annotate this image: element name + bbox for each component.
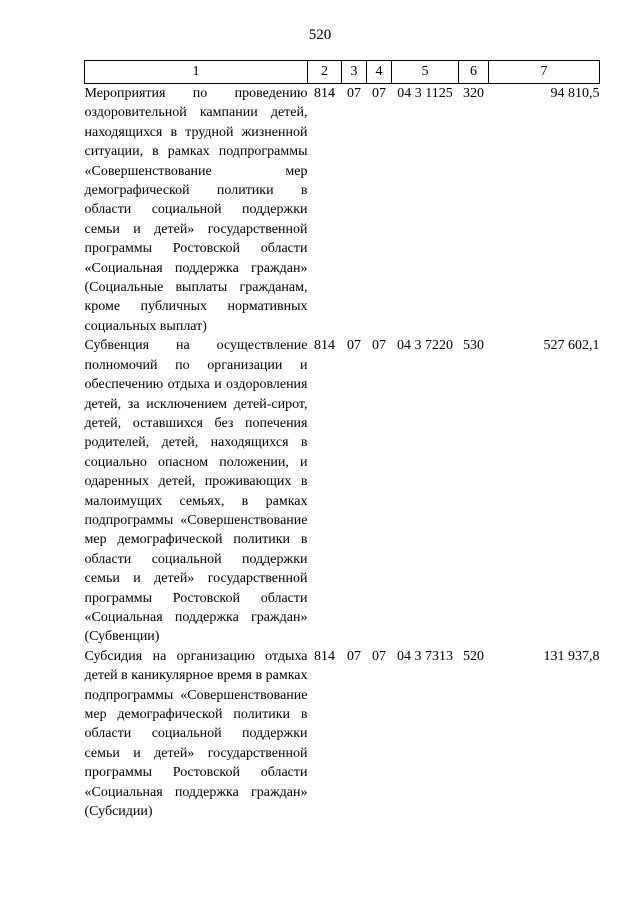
expense-type-code: 520 [463,648,484,664]
amount: 131 937,8 [543,648,600,664]
target-article-code: 04 3 1125 [397,86,453,101]
table-row [85,84,600,337]
column-header: 2 [308,61,342,84]
subsection-code: 07 [372,86,386,101]
expense-type-code: 530 [463,338,484,354]
row-description: Мероприятия по проведению оздоровительной кампании детей, находящихся в трудной жизненной ситуации, в рамках подпрограммы «Совершенствование мер демографической политики в области социальной поддержки семьи и детей» государственной программы Ростовской области «Социальная поддержка граждан» (Социальные выплаты гражданам, кроме публичных нормативных социальных выплат) [84,86,308,334]
ministry-code: 814 [314,648,335,664]
amount: 527 602,1 [543,338,600,354]
target-article-code: 04 3 7313 [397,648,453,664]
table-row [85,336,600,647]
amount: 94 810,5 [550,86,600,101]
section-code: 07 [347,338,361,354]
ministry-code: 814 [314,338,335,354]
column-header: 3 [342,61,367,84]
column-header: 5 [392,61,459,84]
subsection-code: 07 [372,338,386,354]
column-header: 1 [85,61,308,84]
page-number: 520 [308,27,332,43]
column-header: 6 [459,61,489,84]
expense-type-code: 320 [463,86,484,101]
section-code: 07 [347,648,361,664]
subsection-code: 07 [372,648,386,664]
table-header-row [85,61,600,84]
column-header: 7 [489,61,600,84]
row-description: Субсидия на организацию отдыха детей в каникулярное время в рамках подпрограммы «Совершенствование мер демографической политики в области социальной поддержки семьи и детей» государственной программы Ростовской области «Социальная поддержка граждан» (Субсидии) [84,648,308,820]
table-row [85,647,600,822]
budget-table [84,60,600,821]
ministry-code: 814 [314,86,335,101]
column-header: 4 [367,61,392,84]
row-description: Субвенция на осуществление полномочий по организации и обеспечению отдыха и оздоровления детей, за исключением детей-сирот, детей, оставшихся без попечения родителей, детей, находящихся в социально опасном положении, и одаренных детей, проживающих в малоимущих семьях, в рамках подпрограммы «Совершенствование мер демографической политики в области социальной поддержки семьи и детей» государственной программы Ростовской области «Социальная поддержка граждан» (Субвенции) [84,338,308,645]
section-code: 07 [347,86,361,101]
target-article-code: 04 3 7220 [397,338,453,354]
